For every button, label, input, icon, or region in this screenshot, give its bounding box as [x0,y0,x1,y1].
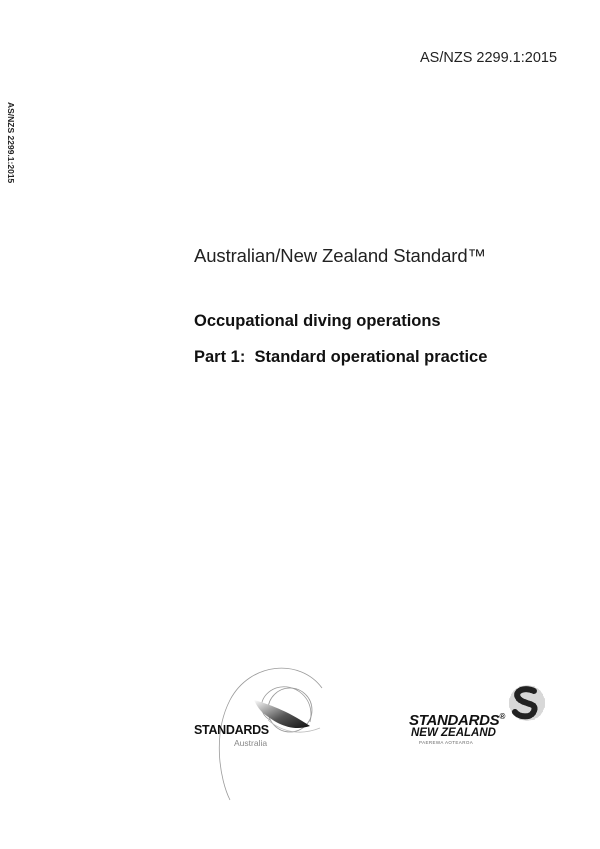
standard-type-heading: Australian/New Zealand Standard™ [194,245,486,266]
document-designation: AS/NZS 2299.1:2015 [420,50,558,66]
standards-nz-wordmark: STANDARDS® [409,712,505,729]
spine-designation: AS/NZS 2299.1:2015 [6,102,16,184]
document-title: Occupational diving operations [194,312,441,330]
standards-nz-country: NEW ZEALAND [411,727,496,739]
standards-australia-wordmark: STANDARDS [194,723,269,737]
document-part-title: Part 1: Standard operational practice [194,348,488,366]
standards-new-zealand-logo [405,682,555,752]
standards-nz-globe-icon [507,682,547,724]
standards-nz-maori-name: PAEREWA AOTEAROA [419,740,474,745]
standards-australia-subtitle: Australia [234,738,268,748]
standards-australia-logo [190,660,340,820]
registered-mark: ® [499,712,505,721]
